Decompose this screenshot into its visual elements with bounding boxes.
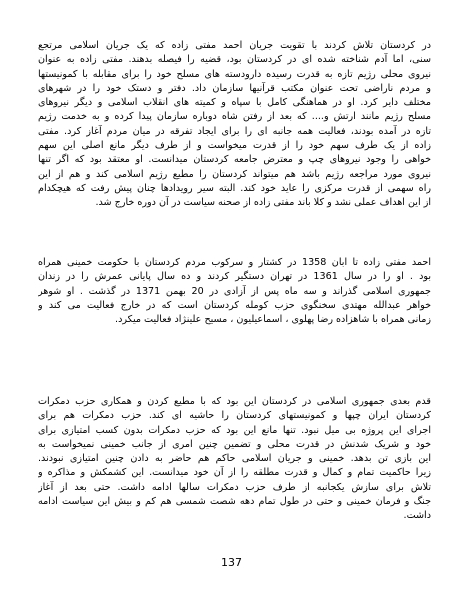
- text-line: جمهوری اسلامی گذراند و سه ماه پس از آزادی در 20 بهمن 1371 در گذشت . او شوهر: [38, 285, 431, 297]
- paragraph-mofti-zadeh-role: [38, 39, 431, 211]
- text-line: خود و شریک شدنش در قدرت محلی و تضمین چنین امری از جانب خمینی نمیخواست به: [38, 438, 431, 450]
- text-line: قدم بعدی جمهوری اسلامی در کردستان این بود که با مطیع کردن و همکاری حزب دمکرات: [38, 396, 431, 407]
- text-line: خواهی را وجود نیروهای چپ و معترض جامعه کردستان میدانست. او معتقد بود که اگر تنها: [38, 154, 431, 166]
- text-line: احمد مفتی زاده تا ابان 1358 در کشتار و سرکوب مردم کردستان با حکومت خمینی همراه: [38, 257, 431, 268]
- text-line: بود . او را در سال 1361 در تهران دستگیر کردند و ده سال پایانی عمرش را در زندان: [38, 271, 431, 283]
- text-line: داشت.: [403, 510, 431, 522]
- paragraph-kdpi-negotiations: [38, 395, 431, 524]
- text-line: مختلف دایر کرد. او در هماهنگی کامل با سپاه و کمیته های انقلاب اسلامی و دیگر نیروهای: [38, 97, 431, 109]
- text-line: و مردم ناراضی تحت عنوان مکتب قرآنیها سازمان داد. دفتر و دستک خود را در شهرهای: [38, 82, 431, 94]
- text-line: راه سهمی از قدرت مرکزی را عاید خود کند. البته سیر رویدادها چنان پیش رفت که هیچکدام: [38, 182, 431, 194]
- text-line: زمانی همراه با شاهزاده رضا پهلوی ، اسماعیلیون ، مسیح علینژاد فعالیت میکرد.: [115, 314, 431, 326]
- text-line: زاده از یک طرف سهم خود را از قدرت میخواست و از طرف دیگر مانع اصلی این سهم: [38, 140, 431, 152]
- text-line: تازه در آمده بودند، فعالیت همه جانبه ای را برای ایجاد تفرقه در میان مردم آغاز کرد. مفتی: [38, 125, 431, 137]
- text-line: کردستان ایران چپها و کمونیستهای کردستان را حاشیه ای کند. حزب دمکرات هم برای: [38, 410, 431, 422]
- text-line: سنی، اما آدم شناخته شده ای در کردستان بود، قضیه را فیصله بدهند. مفتی زاده به عنوان: [38, 54, 431, 66]
- text-line: خواهر عبدالله مهتدی سخنگوی حزب کومله کردستان است که در خارج فعالیت می کند و: [38, 299, 431, 311]
- text-line: نیروی مورد مراجعه رژیم باشد هم میتواند کردستان را مطیع رژیم اسلامی کند و هم از این: [38, 168, 431, 180]
- text-line: در کردستان تلاش کردند با تقویت جریان احمد مفتی زاده که یک جریان اسلامی مرتجع: [38, 40, 431, 51]
- text-line: نیروی محلی رژیم تازه به قدرت رسیده دارودسته های مسلح خود را برای مقابله با کمونیستها: [38, 68, 431, 80]
- text-line: از این اهداف عملی نشد و کلا باند مفتی زاده از صحنه سیاست در آن دوره خارج شد.: [95, 197, 431, 209]
- text-line: جنگ و فرمان خمینی و حتی در طول تمام دهه شصت شمسی هم کم و بیش این سیاست ادامه: [38, 496, 431, 508]
- paragraph-mofti-zadeh-biography: [38, 256, 431, 327]
- text-line: تلاش برای سازش یکجانبه از طرف حزب دمکرات سالها ادامه داشت. حتی بعد از آغاز: [38, 481, 431, 493]
- page-number: 137: [221, 556, 242, 569]
- text-line: مسلح رژیم مانند ارتش و.... که بعد از رفتن شاه دوباره سازمان پیدا کرده و به خدمت رژیم: [38, 111, 431, 123]
- text-line: زیرا حاکمیت تمام و کمال و قدرت مطلقه را از آن خود میدانست. این کشمکش و مذاکره و: [38, 467, 431, 479]
- text-line: این بازی تن بدهد. خمینی و جریان اسلامی حاکم هم حاضر به دادن چنین امتیازی نبودند.: [38, 453, 431, 465]
- text-line: اجرای این پروژه بی میل نبود. تنها مانع این بود که حزب دمکرات بدون کسب امتیازی برای: [38, 424, 431, 436]
